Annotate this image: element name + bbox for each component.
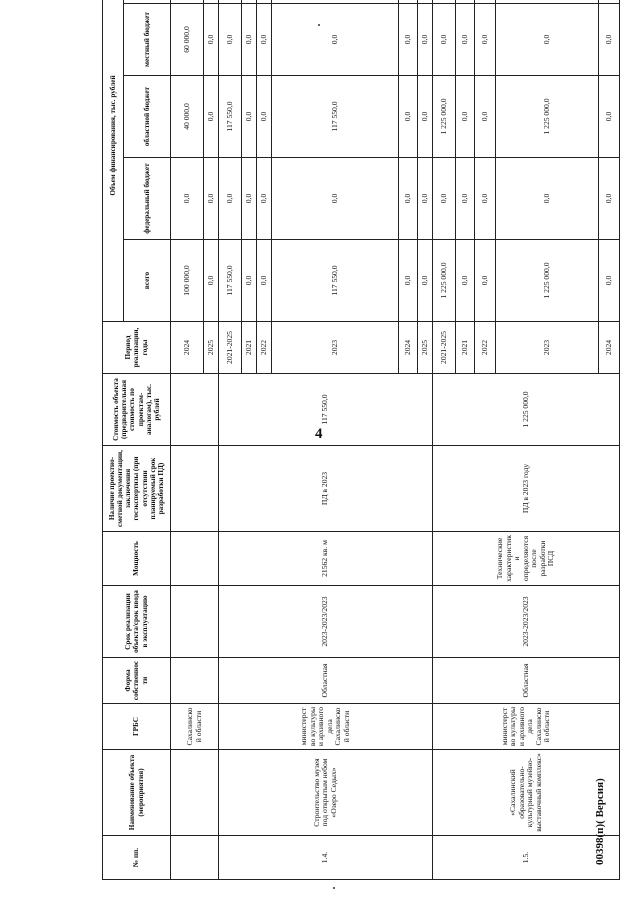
- header-attracted: [124, 0, 171, 4]
- cell-local: 0,0: [418, 4, 433, 76]
- header-federal: федеральный бюджет: [124, 158, 171, 240]
- cell-period: 2021-2025: [433, 322, 456, 374]
- item-14-term: 2023-2023/2023: [219, 586, 433, 658]
- cell-attracted: [475, 0, 496, 4]
- header-capacity: Мощность: [103, 532, 171, 586]
- cell-period: 2024: [171, 322, 204, 374]
- header-cost: Стоимость объекта (предварительная стоимость по проектам-аналогам), тыс. рублей: [103, 374, 171, 446]
- cell-federal: 0,0: [219, 158, 242, 240]
- cell-regional: 1 225 000,0: [433, 76, 456, 158]
- item-14-design-docs: ПД в 2023: [219, 446, 433, 532]
- item-15-num: 1.5.: [433, 836, 620, 880]
- cell-blank: [171, 532, 219, 586]
- cell-blank: [171, 446, 219, 532]
- cell-total: 0,0: [456, 240, 475, 322]
- cell-period: 2021-2025: [219, 322, 242, 374]
- cell-blank: [171, 750, 219, 836]
- cell-federal: 0,0: [242, 158, 257, 240]
- item-15-ownership: Областная: [433, 658, 620, 704]
- cell-local: 0,0: [433, 4, 456, 76]
- cell-federal: 0,0: [171, 158, 204, 240]
- table-header-row: [103, 0, 124, 880]
- cell-local: 0,0: [272, 4, 399, 76]
- header-grbs: ГРБС: [103, 704, 171, 750]
- cell-period: 2022: [257, 322, 272, 374]
- item-15-name: «Сахалинский образовательно-культурный музейно-выставочный комплекс»: [433, 750, 620, 836]
- cell-regional: 0,0: [456, 76, 475, 158]
- cell-local: 0,0: [219, 4, 242, 76]
- cell-federal: 0,0: [399, 158, 418, 240]
- cell-attracted: [219, 0, 242, 4]
- cell-total: 0,0: [418, 240, 433, 322]
- item-14-cost: 117 550,0: [219, 374, 433, 446]
- cell-regional: 0,0: [242, 76, 257, 158]
- item-14-grbs: министерство культуры и архивного дела Сахалинской области: [219, 704, 433, 750]
- cell-attracted: [257, 0, 272, 4]
- cell-regional: 1 225 000,0: [496, 76, 599, 158]
- cell-attracted: [272, 0, 399, 4]
- cell-attracted: [171, 0, 204, 4]
- table-row: [433, 0, 456, 880]
- cell-attracted: [599, 0, 620, 4]
- cell-period: 2022: [475, 322, 496, 374]
- cell-period: 2025: [418, 322, 433, 374]
- item-15-capacity: Технические характеристики определяются после разработки ПСД: [433, 532, 620, 586]
- document-footer: 00398(п)( Версия): [594, 778, 606, 865]
- cell-period: 2021: [242, 322, 257, 374]
- cell-total: 117 550,0: [272, 240, 399, 322]
- cell-blank: [171, 836, 219, 880]
- cell-period: 2023: [272, 322, 399, 374]
- header-period: Период реализации, годы: [103, 322, 171, 374]
- cell-regional: 0,0: [418, 76, 433, 158]
- cell-regional: 0,0: [204, 76, 219, 158]
- cell-local: 0,0: [599, 4, 620, 76]
- item-15-term: 2023-2023/2023: [433, 586, 620, 658]
- cell-federal: 0,0: [496, 158, 599, 240]
- cell-total: 0,0: [242, 240, 257, 322]
- header-total: всего: [124, 240, 171, 322]
- item-14-name: Строительство музея под открытым небом «Озеро Седых»: [219, 750, 433, 836]
- cell-attracted: [204, 0, 219, 4]
- cell-federal: 0,0: [418, 158, 433, 240]
- cell-federal: 0,0: [433, 158, 456, 240]
- cell-local: 0,0: [475, 4, 496, 76]
- cell-total: 0,0: [399, 240, 418, 322]
- item-15-cost: 1 225 000,0: [433, 374, 620, 446]
- item-14-capacity: 21562 кв. м: [219, 532, 433, 586]
- cell-total: 0,0: [475, 240, 496, 322]
- page-number: 4: [315, 426, 323, 442]
- cell-local: 0,0: [399, 4, 418, 76]
- scan-speck: [333, 887, 335, 889]
- cell-attracted: [456, 0, 475, 4]
- cell-attracted: [242, 0, 257, 4]
- item-14-ownership: Областная: [219, 658, 433, 704]
- cell-federal: 0,0: [475, 158, 496, 240]
- header-name: Наименование объекта (мероприятия): [103, 750, 171, 836]
- cell-regional: 0,0: [257, 76, 272, 158]
- cell-federal: 0,0: [204, 158, 219, 240]
- cell-attracted: [399, 0, 418, 4]
- cell-total: 100 000,0: [171, 240, 204, 322]
- prev-grbs: Сахалинской области: [171, 704, 219, 750]
- cell-regional: 0,0: [599, 76, 620, 158]
- cell-total: 117 550,0: [219, 240, 242, 322]
- table-row: [171, 0, 204, 880]
- header-term: Срок реализации объекта/срок ввода в эксплуатацию: [103, 586, 171, 658]
- cell-period: 2023: [496, 322, 599, 374]
- item-15-grbs: министерство культуры и архивного дела Сахалинской области: [433, 704, 620, 750]
- cell-regional: 117 550,0: [219, 76, 242, 158]
- cell-attracted: [496, 0, 599, 4]
- cell-attracted: [418, 0, 433, 4]
- cell-period: 2024: [599, 322, 620, 374]
- cell-federal: 0,0: [257, 158, 272, 240]
- cell-blank: [171, 374, 219, 446]
- cell-attracted: [433, 0, 456, 4]
- cell-local: 0,0: [496, 4, 599, 76]
- header-local: местный бюджет: [124, 4, 171, 76]
- cell-regional: 40 000,0: [171, 76, 204, 158]
- cell-blank: [171, 586, 219, 658]
- financing-table: [102, 0, 620, 880]
- item-14-num: 1.4.: [219, 836, 433, 880]
- cell-local: 0,0: [204, 4, 219, 76]
- header-volume: Объем финансирования, тыс. рублей: [103, 0, 124, 322]
- cell-period: 2024: [399, 322, 418, 374]
- cell-local: 0,0: [257, 4, 272, 76]
- header-design-docs: Наличие проектно-сметной документации, заключения госэкспертизы (при отсутствии планируемый срок разработки ПД): [103, 446, 171, 532]
- cell-total: 0,0: [204, 240, 219, 322]
- cell-total: 0,0: [257, 240, 272, 322]
- cell-regional: 117 550,0: [272, 76, 399, 158]
- header-num: № пп.: [103, 836, 171, 880]
- cell-total: 0,0: [599, 240, 620, 322]
- cell-total: 1 225 000,0: [496, 240, 599, 322]
- cell-period: 2025: [204, 322, 219, 374]
- cell-local: 0,0: [456, 4, 475, 76]
- cell-regional: 0,0: [475, 76, 496, 158]
- table-row: [219, 0, 242, 880]
- cell-federal: 0,0: [456, 158, 475, 240]
- cell-federal: 0,0: [272, 158, 399, 240]
- item-15-design-docs: ПД в 2023 году: [433, 446, 620, 532]
- cell-local: 0,0: [242, 4, 257, 76]
- header-regional: областной бюджет: [124, 76, 171, 158]
- cell-federal: 0,0: [599, 158, 620, 240]
- cell-total: 1 225 000,0: [433, 240, 456, 322]
- cell-blank: [171, 658, 219, 704]
- header-ownership: Форма собственности: [103, 658, 171, 704]
- cell-local: 60 000,0: [171, 4, 204, 76]
- cell-regional: 0,0: [399, 76, 418, 158]
- cell-period: 2021: [456, 322, 475, 374]
